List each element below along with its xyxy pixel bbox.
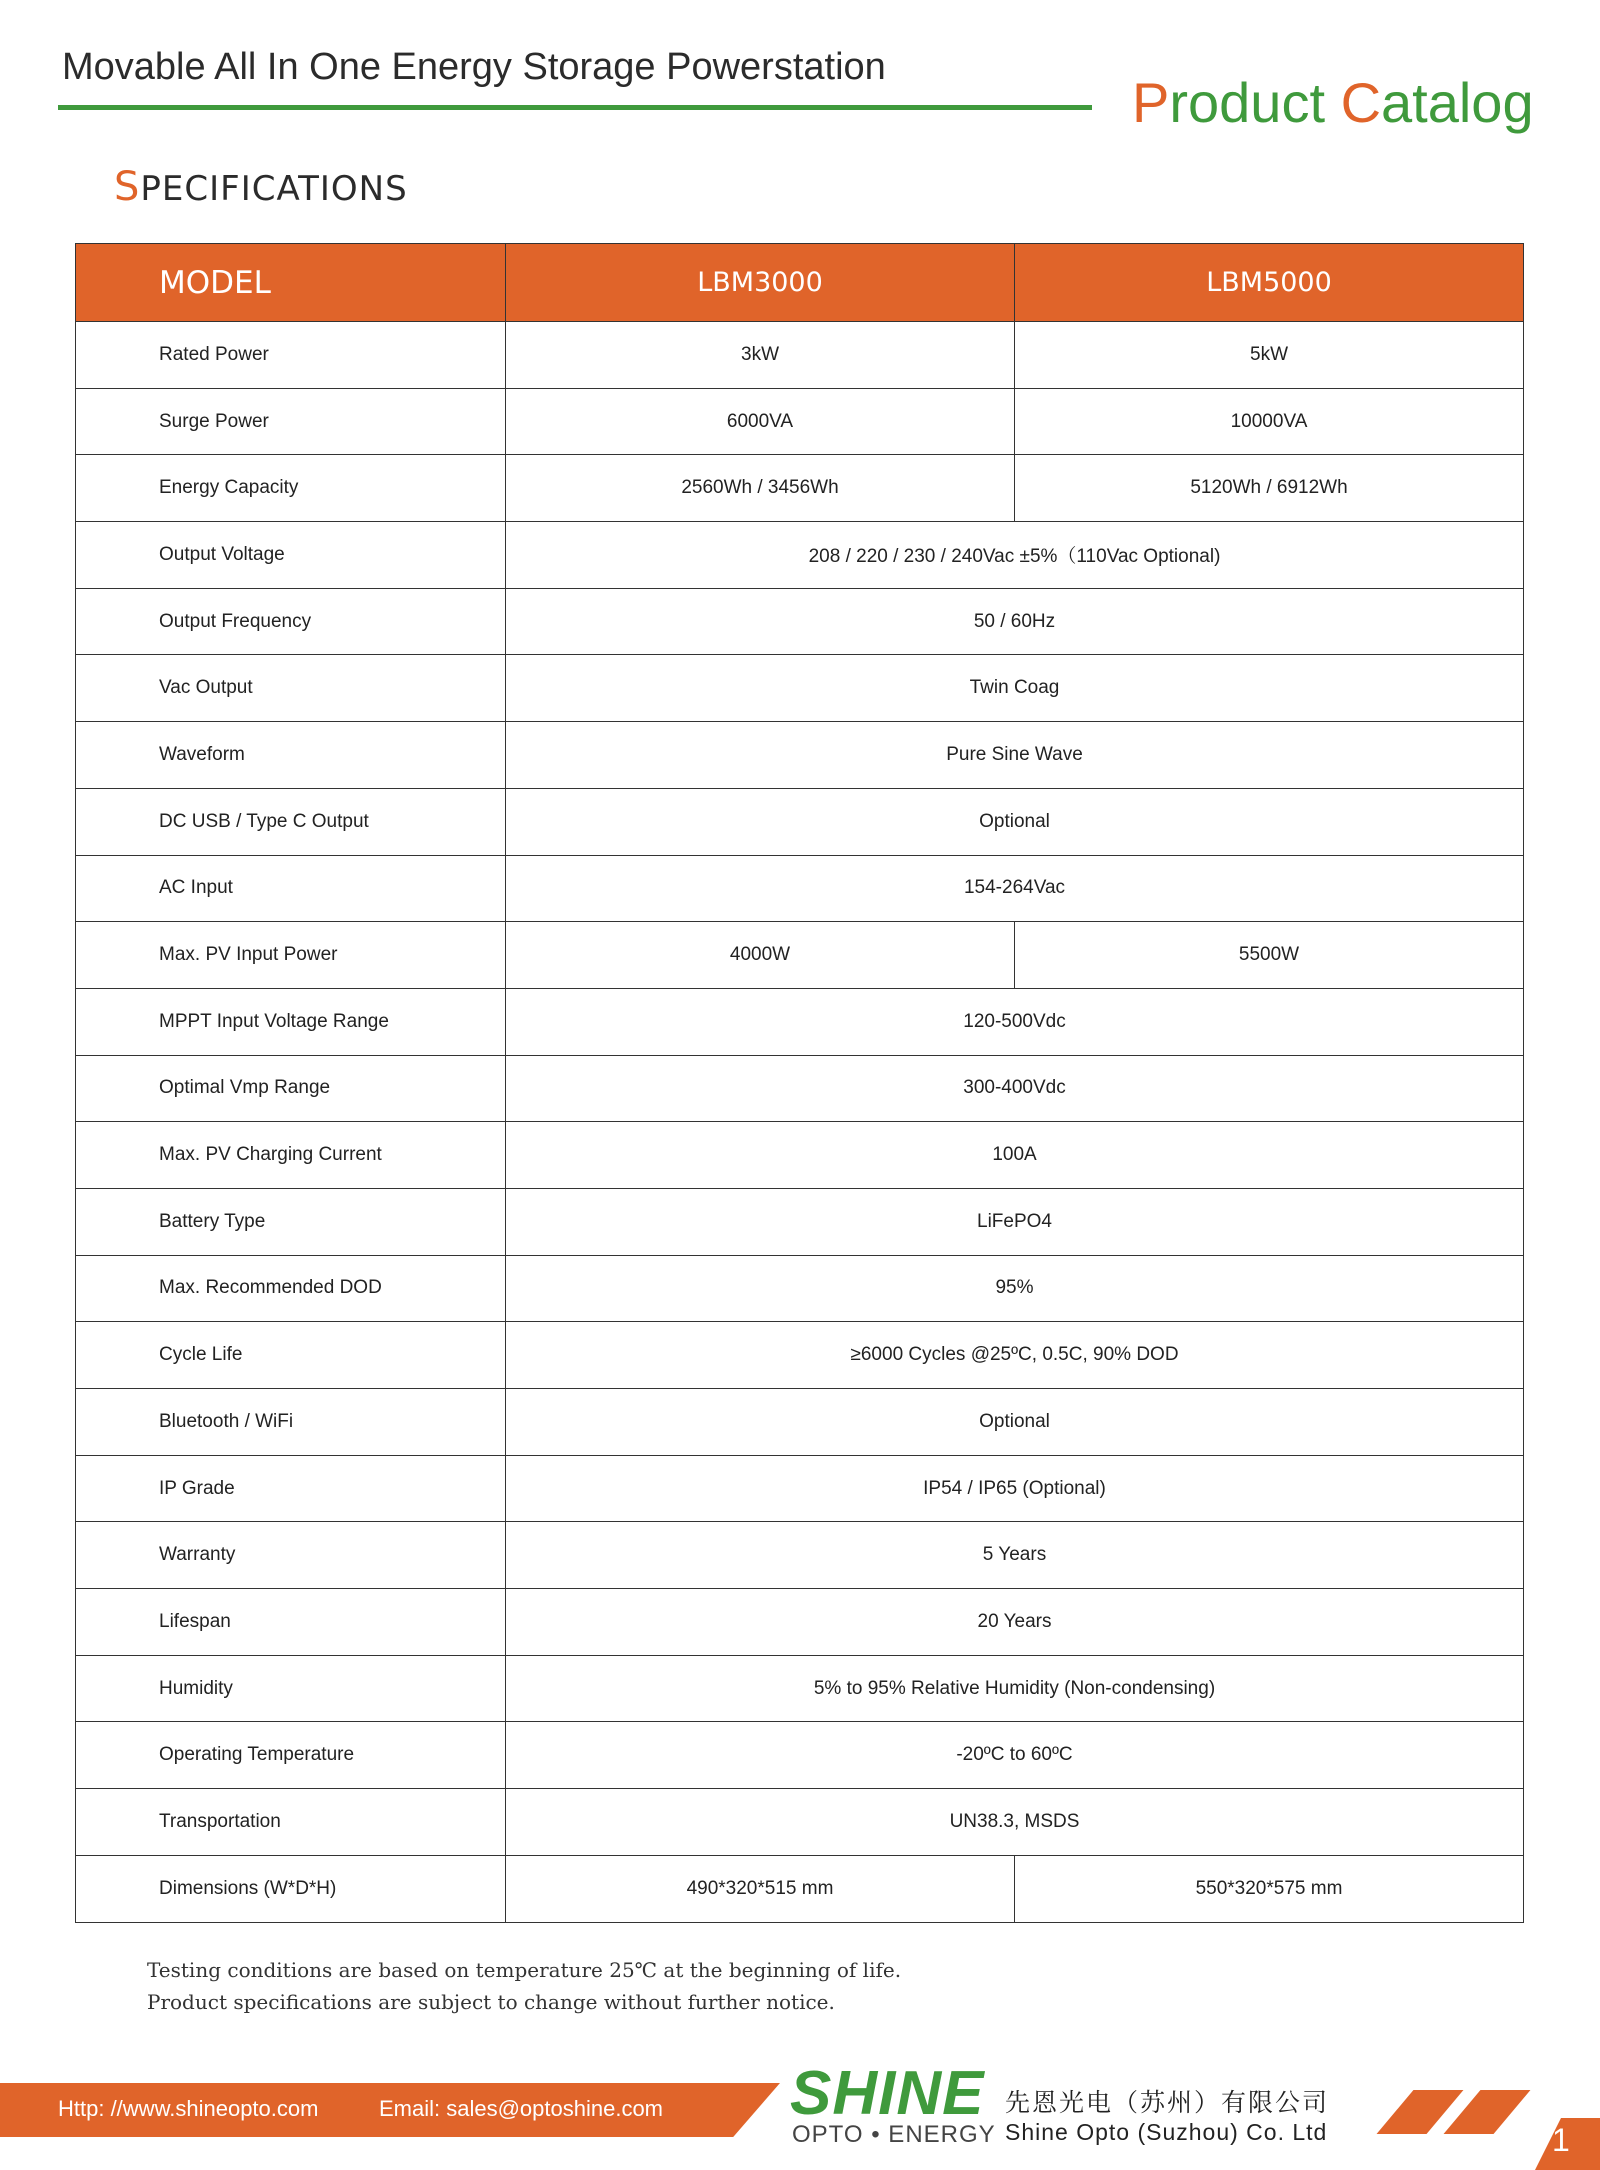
table-row xyxy=(76,388,1524,455)
table-row xyxy=(76,1389,1524,1456)
spec-value-lbm5000: 5kW xyxy=(1015,322,1524,389)
footnote-testing: Testing conditions are based on temperature 25℃ at the beginning of life. xyxy=(147,1958,902,1982)
table-row xyxy=(76,655,1524,722)
spec-value-shared: Optional xyxy=(506,1389,1524,1456)
spec-label: Transportation xyxy=(76,1789,506,1856)
spec-label: Warranty xyxy=(76,1522,506,1589)
spec-label: Energy Capacity xyxy=(76,455,506,522)
spec-value-shared: 95% xyxy=(506,1255,1524,1322)
table-row xyxy=(76,1322,1524,1389)
section-first-letter: S xyxy=(114,164,141,210)
footnote-change: Product specifications are subject to change without further notice. xyxy=(147,1990,835,2014)
spec-label: Dimensions (W*D*H) xyxy=(76,1855,506,1922)
company-name-english: Shine Opto (Suzhou) Co. Ltd xyxy=(1005,2119,1328,2145)
spec-value-shared: 208 / 220 / 230 / 240Vac ±5%（110Vac Optional) xyxy=(506,522,1524,589)
table-row xyxy=(76,455,1524,522)
spec-value-lbm3000: 3kW xyxy=(506,322,1015,389)
catalog-letter-c: C xyxy=(1340,71,1382,134)
table-row xyxy=(76,988,1524,1055)
spec-value-shared: 120-500Vdc xyxy=(506,988,1524,1055)
spec-value-shared: 50 / 60Hz xyxy=(506,588,1524,655)
spec-label: Output Frequency xyxy=(76,588,506,655)
spec-label: Cycle Life xyxy=(76,1322,506,1389)
spec-label: Optimal Vmp Range xyxy=(76,1055,506,1122)
spec-value-lbm3000: 2560Wh / 3456Wh xyxy=(506,455,1015,522)
spec-value-shared: ≥6000 Cycles @25ºC, 0.5C, 90% DOD xyxy=(506,1322,1524,1389)
shine-logo: SHINE xyxy=(790,2059,985,2128)
email-link[interactable]: Email: sales@optoshine.com xyxy=(379,2096,664,2121)
spec-label: Output Voltage xyxy=(76,522,506,589)
table-row xyxy=(76,1589,1524,1656)
page-number: 1 xyxy=(1552,2122,1570,2158)
table-row xyxy=(76,1188,1524,1255)
spec-value-shared: Optional xyxy=(506,788,1524,855)
catalog-word-roduct: roduct xyxy=(1169,71,1341,134)
spec-value-lbm3000: 6000VA xyxy=(506,388,1015,455)
table-row xyxy=(76,722,1524,789)
spec-label: Battery Type xyxy=(76,1188,506,1255)
spec-label: Rated Power xyxy=(76,322,506,389)
spec-label: Max. Recommended DOD xyxy=(76,1255,506,1322)
header-lbm3000: LBM3000 xyxy=(506,244,1015,322)
table-row xyxy=(76,1855,1524,1922)
header-lbm5000: LBM5000 xyxy=(1015,244,1524,322)
company-name-chinese: 先恩光电（苏州）有限公司 xyxy=(1005,2088,1330,2117)
spec-label: MPPT Input Voltage Range xyxy=(76,988,506,1055)
footnotes xyxy=(147,1954,901,2018)
spec-value-shared: 20 Years xyxy=(506,1589,1524,1656)
spec-value-shared: 5 Years xyxy=(506,1522,1524,1589)
table-row xyxy=(76,1522,1524,1589)
spec-label: AC Input xyxy=(76,855,506,922)
table-header-row xyxy=(76,244,1524,322)
spec-value-lbm5000: 10000VA xyxy=(1015,388,1524,455)
section-title-specifications xyxy=(114,164,408,210)
table-row xyxy=(76,1122,1524,1189)
spec-label: Max. PV Charging Current xyxy=(76,1122,506,1189)
spec-value-shared: Pure Sine Wave xyxy=(506,722,1524,789)
table-row xyxy=(76,1455,1524,1522)
spec-label: Bluetooth / WiFi xyxy=(76,1389,506,1456)
catalog-letter-p: P xyxy=(1132,71,1170,134)
table-row xyxy=(76,855,1524,922)
table-row xyxy=(76,1789,1524,1856)
spec-label: Surge Power xyxy=(76,388,506,455)
website-link[interactable]: Http: //www.shineopto.com xyxy=(58,2096,319,2121)
spec-value-shared: UN38.3, MSDS xyxy=(506,1789,1524,1856)
section-title-rest: PECIFICATIONS xyxy=(140,169,408,209)
spec-value-shared: -20ºC to 60ºC xyxy=(506,1722,1524,1789)
title-underline xyxy=(58,105,1092,110)
spec-label: DC USB / Type C Output xyxy=(76,788,506,855)
spec-value-lbm3000: 4000W xyxy=(506,922,1015,989)
spec-label: IP Grade xyxy=(76,1455,506,1522)
spec-value-lbm5000: 550*320*575 mm xyxy=(1015,1855,1524,1922)
spec-label: Vac Output xyxy=(76,655,506,722)
spec-value-shared: 154-264Vac xyxy=(506,855,1524,922)
table-row xyxy=(76,588,1524,655)
spec-label: Humidity xyxy=(76,1655,506,1722)
spec-label: Operating Temperature xyxy=(76,1722,506,1789)
table-row xyxy=(76,1255,1524,1322)
logo-subtitle: OPTO • ENERGY xyxy=(792,2121,996,2148)
spec-value-shared: IP54 / IP65 (Optional) xyxy=(506,1455,1524,1522)
table-row xyxy=(76,1655,1524,1722)
table-row xyxy=(76,522,1524,589)
table-row xyxy=(76,788,1524,855)
product-catalog-heading xyxy=(1132,70,1534,135)
spec-value-lbm3000: 490*320*515 mm xyxy=(506,1855,1015,1922)
spec-label: Waveform xyxy=(76,722,506,789)
spec-value-shared: LiFePO4 xyxy=(506,1188,1524,1255)
header-model: MODEL xyxy=(76,244,506,322)
table-row xyxy=(76,322,1524,389)
spec-value-lbm5000: 5500W xyxy=(1015,922,1524,989)
spec-value-shared: 300-400Vdc xyxy=(506,1055,1524,1122)
table-body xyxy=(76,322,1524,1923)
document-title: Movable All In One Energy Storage Powerstation xyxy=(62,46,886,88)
table-row xyxy=(76,922,1524,989)
spec-value-shared: 5% to 95% Relative Humidity (Non-condensing) xyxy=(506,1655,1524,1722)
spec-label: Lifespan xyxy=(76,1589,506,1656)
spec-value-shared: 100A xyxy=(506,1122,1524,1189)
table-row xyxy=(76,1055,1524,1122)
spec-label: Max. PV Input Power xyxy=(76,922,506,989)
table-row xyxy=(76,1722,1524,1789)
spec-value-shared: Twin Coag xyxy=(506,655,1524,722)
catalog-word-atalog: atalog xyxy=(1381,71,1534,134)
spec-value-lbm5000: 5120Wh / 6912Wh xyxy=(1015,455,1524,522)
specifications-table xyxy=(75,243,1524,1923)
